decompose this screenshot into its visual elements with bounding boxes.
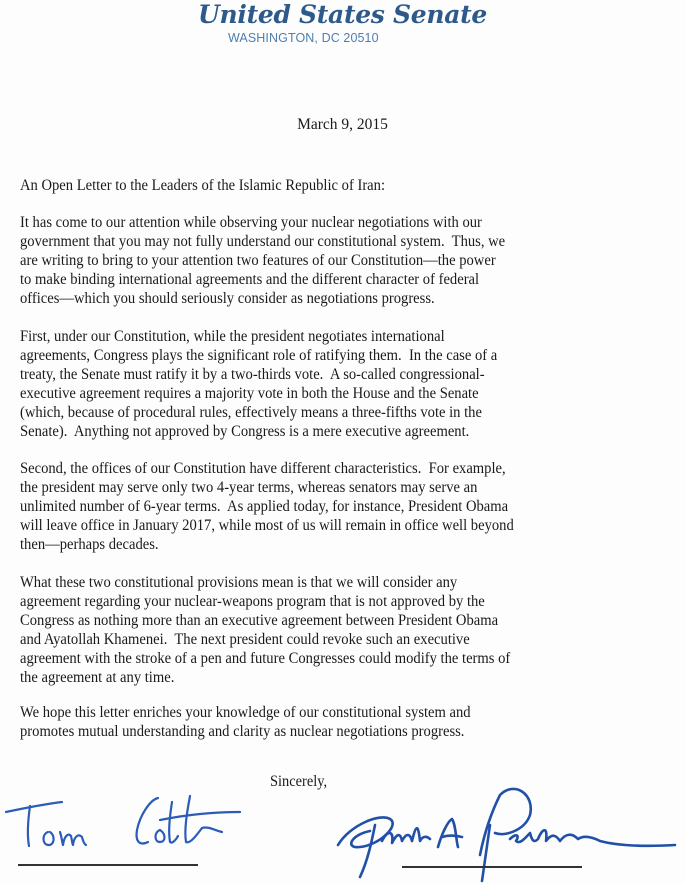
- paragraph-line: Congress as nothing more than an executive agreement between President Obama: [20, 612, 499, 629]
- paragraph-line: government that you may not fully understand our constitutional system. Thus, we: [20, 233, 506, 250]
- signature-line-cotton: [18, 864, 198, 866]
- paragraph-line: then—perhaps decades.: [20, 536, 159, 553]
- paragraph-line: treaty, the Senate must ratify it by a two-thirds vote. A so-called congressional-: [20, 366, 485, 383]
- paragraph-line: It has come to our attention while observing your nuclear negotiations with our: [20, 214, 482, 231]
- senate-address: WASHINGTON, DC 20510: [228, 31, 379, 45]
- paragraph-line: will leave office in January 2017, while most of us will remain in office well beyond: [20, 517, 514, 534]
- paragraph-line: First, under our Constitution, while the president negotiates international: [20, 328, 445, 345]
- paragraph-line: to make binding international agreements and the different character of federal: [20, 271, 480, 288]
- letter-date: March 9, 2015: [297, 116, 388, 133]
- salutation: An Open Letter to the Leaders of the Islamic Republic of Iran:: [20, 177, 386, 194]
- paragraph-line: the agreement at any time.: [20, 669, 175, 686]
- paragraph-line: We hope this letter enriches your knowledge of our constitutional system and: [20, 704, 471, 721]
- paragraph-line: are writing to bring to your attention two features of our Constitution—the power: [20, 252, 496, 269]
- paragraph-line: promotes mutual understanding and clarity as nuclear negotiations progress.: [20, 723, 465, 740]
- paragraph-line: (which, because of procedural rules, effectively means a three-fifths vote in the: [20, 404, 482, 421]
- paragraph-4: [20, 573, 510, 687]
- signature-cotton: [0, 790, 250, 883]
- paragraph-line: agreement regarding your nuclear-weapons program that is not approved by the: [20, 593, 485, 610]
- paragraph-5: [20, 703, 471, 741]
- signature-line-perdue: [402, 866, 582, 868]
- paragraph-line: executive agreement requires a majority vote in both the House and the Senate: [20, 385, 479, 402]
- paragraph-line: unlimited number of 6-year terms. As applied today, for instance, President Obama: [20, 498, 509, 515]
- paragraph-1: [20, 213, 505, 308]
- paragraph-3: [20, 459, 514, 554]
- closing: Sincerely,: [270, 773, 328, 790]
- paragraph-line: offices—which you should seriously consider as negotiations progress.: [20, 290, 435, 307]
- signature-perdue: [330, 785, 685, 883]
- paragraph-line: agreements, Congress plays the significant role of ratifying them. In the case of a: [20, 347, 498, 364]
- senate-title: United States Senate: [198, 0, 487, 29]
- paragraph-line: Second, the offices of our Constitution have different characteristics. For example,: [20, 460, 506, 477]
- paragraph-line: Senate). Anything not approved by Congress is a mere executive agreement.: [20, 423, 470, 440]
- paragraph-line: the president may serve only two 4-year terms, whereas senators may serve an: [20, 479, 478, 496]
- paragraph-line: agreement with the stroke of a pen and future Congresses could modify the terms of: [20, 650, 511, 667]
- paragraph-line: and Ayatollah Khamenei. The next president could revoke such an executive: [20, 631, 470, 648]
- paragraph-line: What these two constitutional provisions mean is that we will consider any: [20, 574, 458, 591]
- paragraph-2: [20, 327, 497, 441]
